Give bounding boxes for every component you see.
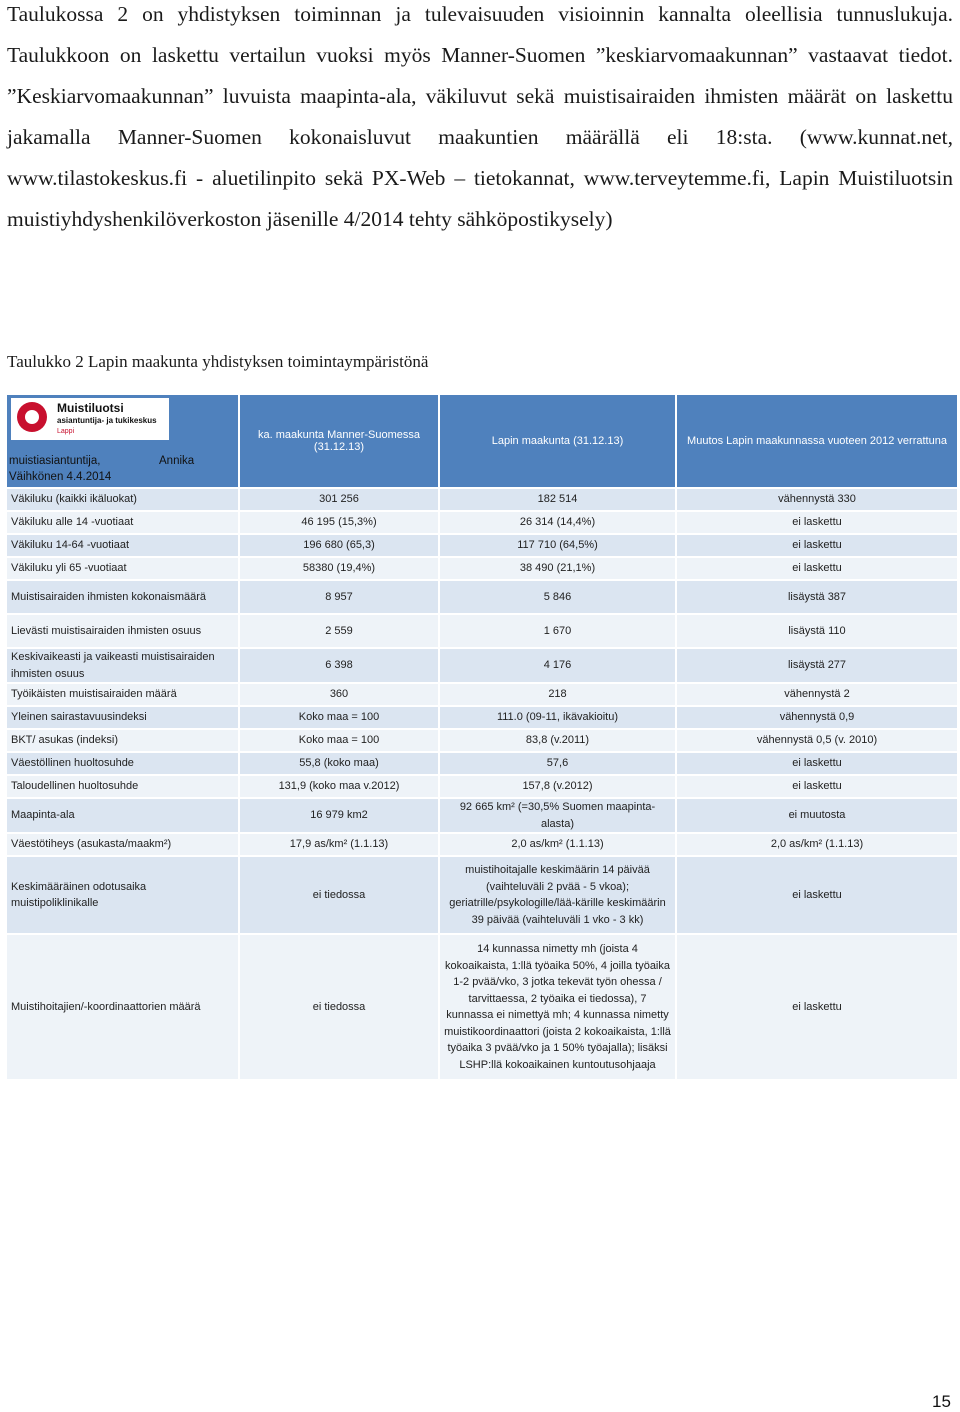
row-avg-region	[240, 707, 440, 728]
row-change-text: vähennystä 330	[778, 493, 856, 506]
row-avg-region	[240, 558, 440, 579]
row-label-text: Väestöllinen huoltosuhde	[11, 757, 134, 770]
row-lapland-text: 157,8 (v.2012)	[522, 780, 593, 793]
table-row	[7, 649, 957, 682]
table-row	[7, 581, 957, 613]
row-lapland	[440, 857, 677, 933]
row-change	[677, 857, 957, 933]
row-label	[7, 935, 240, 1079]
row-label-text: Työikäisten muistisairaiden määrä	[11, 688, 177, 701]
row-label	[7, 684, 240, 705]
row-avg-region-text: Koko maa = 100	[298, 711, 380, 724]
row-lapland	[440, 799, 677, 832]
row-lapland	[440, 834, 677, 855]
row-avg-region-text: 8 957	[325, 590, 353, 603]
row-change-text: ei laskettu	[792, 1000, 842, 1013]
row-label	[7, 489, 240, 510]
row-lapland-text: 83,8 (v.2011)	[525, 734, 590, 747]
row-change-text: vähennystä 0,9	[779, 711, 855, 724]
row-label	[7, 512, 240, 533]
row-label-text: Keskivaikeasti ja vaikeasti muistisairaiden ihmisten osuus	[11, 651, 215, 680]
row-avg-region	[240, 857, 440, 933]
row-label-text: Muistisairaiden ihmisten kokonaismäärä	[11, 590, 207, 603]
row-change-text: vähennystä 2	[784, 688, 850, 701]
row-change	[677, 581, 957, 613]
row-avg-region-text: 16 979 km2	[310, 809, 368, 822]
row-change-text: ei laskettu	[792, 562, 842, 575]
row-lapland	[440, 684, 677, 705]
row-change-text: ei laskettu	[792, 757, 842, 770]
table-row	[7, 558, 957, 579]
logo-region: Lappi	[57, 428, 75, 435]
table-row	[7, 707, 957, 728]
row-avg-region-text: 2 559	[325, 624, 353, 637]
row-label	[7, 581, 240, 613]
table-row	[7, 776, 957, 797]
row-avg-region	[240, 753, 440, 774]
table-row	[7, 857, 957, 933]
row-label	[7, 857, 240, 933]
table-caption: Taulukko 2 Lapin maakunta yhdistyksen toimintaympäristönä	[7, 352, 429, 371]
row-label	[7, 799, 240, 832]
row-lapland-text: 218	[548, 688, 567, 701]
row-lapland	[440, 581, 677, 613]
table-row	[7, 753, 957, 774]
row-lapland	[440, 730, 677, 751]
row-lapland	[440, 489, 677, 510]
data-table	[7, 393, 957, 1081]
row-change-text: vähennystä 0,5 (v. 2010)	[756, 734, 878, 747]
row-lapland-text: 57,6	[546, 757, 569, 770]
row-change	[677, 776, 957, 797]
table-row	[7, 489, 957, 510]
row-lapland-text: muistihoitajalle keskimäärin 14 päivää (vaihteluväli 2 pvää - 5 vkoa); geriatrille/psykologille/lää-kärille keskimäärin 39 päivää (vaihteluväli 1 vko - 3 kk)	[449, 864, 666, 926]
row-lapland-text: 182 514	[537, 493, 578, 506]
row-change-text: ei laskettu	[792, 539, 842, 552]
row-change-text: lisäystä 277	[787, 659, 847, 672]
row-label	[7, 753, 240, 774]
row-lapland	[440, 935, 677, 1079]
row-lapland	[440, 535, 677, 556]
row-change-text: ei laskettu	[792, 516, 842, 529]
logo-subtitle: asiantuntija- ja tukikeskus	[57, 416, 157, 425]
row-label	[7, 558, 240, 579]
row-avg-region-text: 301 256	[319, 493, 359, 506]
header-avg-region: ka. maakunta Manner-Suomessa (31.12.13)	[240, 395, 440, 487]
credit-first-name: Annika	[159, 455, 195, 467]
row-label	[7, 535, 240, 556]
row-label-text: Maapinta-ala	[11, 809, 75, 822]
row-change	[677, 615, 957, 647]
row-label-text: Väkiluku 14-64 -vuotiaat	[11, 539, 130, 552]
row-label	[7, 707, 240, 728]
logo-title: Muistiluotsi	[57, 401, 124, 415]
row-label-text: Lievästi muistisairaiden ihmisten osuus	[11, 624, 202, 637]
row-lapland-text: 4 176	[543, 659, 572, 672]
row-lapland	[440, 707, 677, 728]
table-row	[7, 615, 957, 647]
row-change	[677, 730, 957, 751]
row-avg-region-text: 6 398	[325, 659, 353, 672]
row-lapland-text: 92 665 km² (=30,5% Suomen maapinta-alasta)	[459, 801, 656, 830]
row-avg-region	[240, 684, 440, 705]
credit-surname-date: Väihkönen 4.4.2014	[9, 471, 112, 483]
row-avg-region-text: Koko maa = 100	[298, 734, 380, 747]
row-avg-region	[240, 649, 440, 682]
table-header-row	[7, 395, 957, 487]
logo-cell	[7, 395, 240, 487]
intro-paragraph: Taulukossa 2 on yhdistyksen toiminnan ja tulevaisuuden visioinnin kannalta oleellisia tunnuslukuja. Taulukkoon on laskettu vertailun vuoksi myös Manner-Suomen ”keskiarvomaakunnan” vastaavat tiedot. ”Keskiarvomaakunnan” luvuista maapinta-ala, väkiluvut sekä muistisairaiden ihmisten määrät on laskettu jakamalla Manner-Suomen kokonaisluvut maakuntien määrällä eli 18:sta. (www.kunnat.net, www.tilastokeskus.fi - aluetilinpito sekä PX-Web – tietokannat, www.terveytemme.fi, Lapin Muistiluotsin muistiyhdyshenkilöverkoston jäsenille 4/2014 tehty sähköpostikysely)	[7, 2, 953, 231]
row-avg-region	[240, 834, 440, 855]
row-label	[7, 776, 240, 797]
row-change	[677, 799, 957, 832]
row-change	[677, 753, 957, 774]
row-label-text: Taloudellinen huoltosuhde	[11, 780, 139, 793]
row-avg-region-text: ei tiedossa	[312, 1000, 366, 1013]
row-avg-region	[240, 535, 440, 556]
row-avg-region	[240, 776, 440, 797]
row-label-text: BKT/ asukas (indeksi)	[11, 734, 118, 747]
row-avg-region-text: 131,9 (koko maa v.2012)	[278, 780, 400, 793]
row-label	[7, 834, 240, 855]
row-change	[677, 512, 957, 533]
row-label-text: Yleinen sairastavuusindeksi	[11, 711, 147, 724]
row-change-text: lisäystä 387	[787, 590, 847, 603]
row-lapland	[440, 649, 677, 682]
header-lapland: Lapin maakunta (31.12.13)	[440, 395, 677, 487]
row-change-text: lisäystä 110	[788, 624, 846, 637]
row-change-text: ei laskettu	[792, 780, 842, 793]
row-avg-region	[240, 935, 440, 1079]
header-change: Muutos Lapin maakunnassa vuoteen 2012 verrattuna	[677, 395, 957, 487]
row-lapland	[440, 753, 677, 774]
row-label-text: Väkiluku alle 14 -vuotiaat	[11, 516, 134, 529]
row-change	[677, 558, 957, 579]
row-change	[677, 489, 957, 510]
muistiluotsi-logo	[11, 398, 169, 440]
page-number: 15	[932, 1392, 951, 1411]
row-avg-region-text: 58380 (19,4%)	[302, 562, 376, 575]
table-row	[7, 730, 957, 751]
row-lapland-text: 111.0 (09-11, ikävakioitu)	[496, 711, 619, 724]
row-lapland	[440, 615, 677, 647]
row-change-text: ei muutosta	[788, 809, 846, 822]
table-row	[7, 935, 957, 1079]
row-label-text: Muistihoitajien/-koordinaattorien määrä	[11, 1000, 201, 1013]
table-row	[7, 799, 957, 832]
row-change	[677, 834, 957, 855]
row-change-text: ei laskettu	[792, 888, 842, 901]
table-row	[7, 834, 957, 855]
row-avg-region-text: 55,8 (koko maa)	[299, 757, 379, 770]
row-avg-region-text: ei tiedossa	[312, 888, 366, 901]
table-body	[7, 489, 957, 1079]
row-avg-region-text: 46 195 (15,3%)	[301, 516, 377, 529]
row-label	[7, 730, 240, 751]
row-lapland	[440, 558, 677, 579]
row-label	[7, 649, 240, 682]
row-avg-region	[240, 615, 440, 647]
row-change-text: 2,0 as/km² (1.1.13)	[770, 838, 864, 851]
table-row	[7, 684, 957, 705]
row-lapland-text: 1 670	[543, 624, 572, 637]
row-lapland-text: 38 490 (21,1%)	[519, 562, 596, 575]
row-avg-region	[240, 512, 440, 533]
row-label-text: Väkiluku yli 65 -vuotiaat	[11, 562, 127, 575]
row-lapland-text: 5 846	[543, 590, 572, 603]
table-row	[7, 535, 957, 556]
row-label-text: Väestötiheys (asukasta/maakm²)	[11, 838, 172, 851]
row-lapland-text: 2,0 as/km² (1.1.13)	[511, 838, 604, 851]
row-lapland-text: 14 kunnassa nimetty mh (joista 4 kokoaikaista, 1:llä työaika 50%, 4 joilla työaika 1-2 pvää/vko, 3 jotka tekevät työn ohessa / tarvittaessa, 2 työaika ei tiedossa), 7 kunnassa ei nimettyä mh; 4 kunnassa nimetty muistikoordinaattori (joista 2 kokoaikaista, 1:llä työaika 3 pvää/vko ja 1 50% työajalla); lisäksi LSHP:llä kokoaikainen kuntoutusohjaaja	[444, 943, 671, 1071]
row-label-text: Keskimääräinen odotusaika muistipoliklinikalle	[11, 880, 147, 909]
row-avg-region-text: 196 680 (65,3)	[303, 539, 375, 552]
row-avg-region-text: 360	[329, 688, 349, 701]
row-change	[677, 707, 957, 728]
row-change	[677, 649, 957, 682]
row-lapland-text: 26 314 (14,4%)	[519, 516, 596, 529]
credit-role: muistiasiantuntija,	[9, 455, 101, 467]
table-row	[7, 512, 957, 533]
row-avg-region-text: 17,9 as/km² (1.1.13)	[289, 838, 389, 851]
row-change	[677, 684, 957, 705]
row-label	[7, 615, 240, 647]
logo-mark-icon	[17, 402, 47, 432]
row-change	[677, 935, 957, 1079]
row-change	[677, 535, 957, 556]
row-avg-region	[240, 799, 440, 832]
row-lapland-text: 117 710 (64,5%)	[517, 539, 598, 552]
row-lapland	[440, 776, 677, 797]
row-avg-region	[240, 489, 440, 510]
row-label-text: Väkiluku (kaikki ikäluokat)	[11, 493, 137, 506]
row-lapland	[440, 512, 677, 533]
row-avg-region	[240, 730, 440, 751]
row-avg-region	[240, 581, 440, 613]
